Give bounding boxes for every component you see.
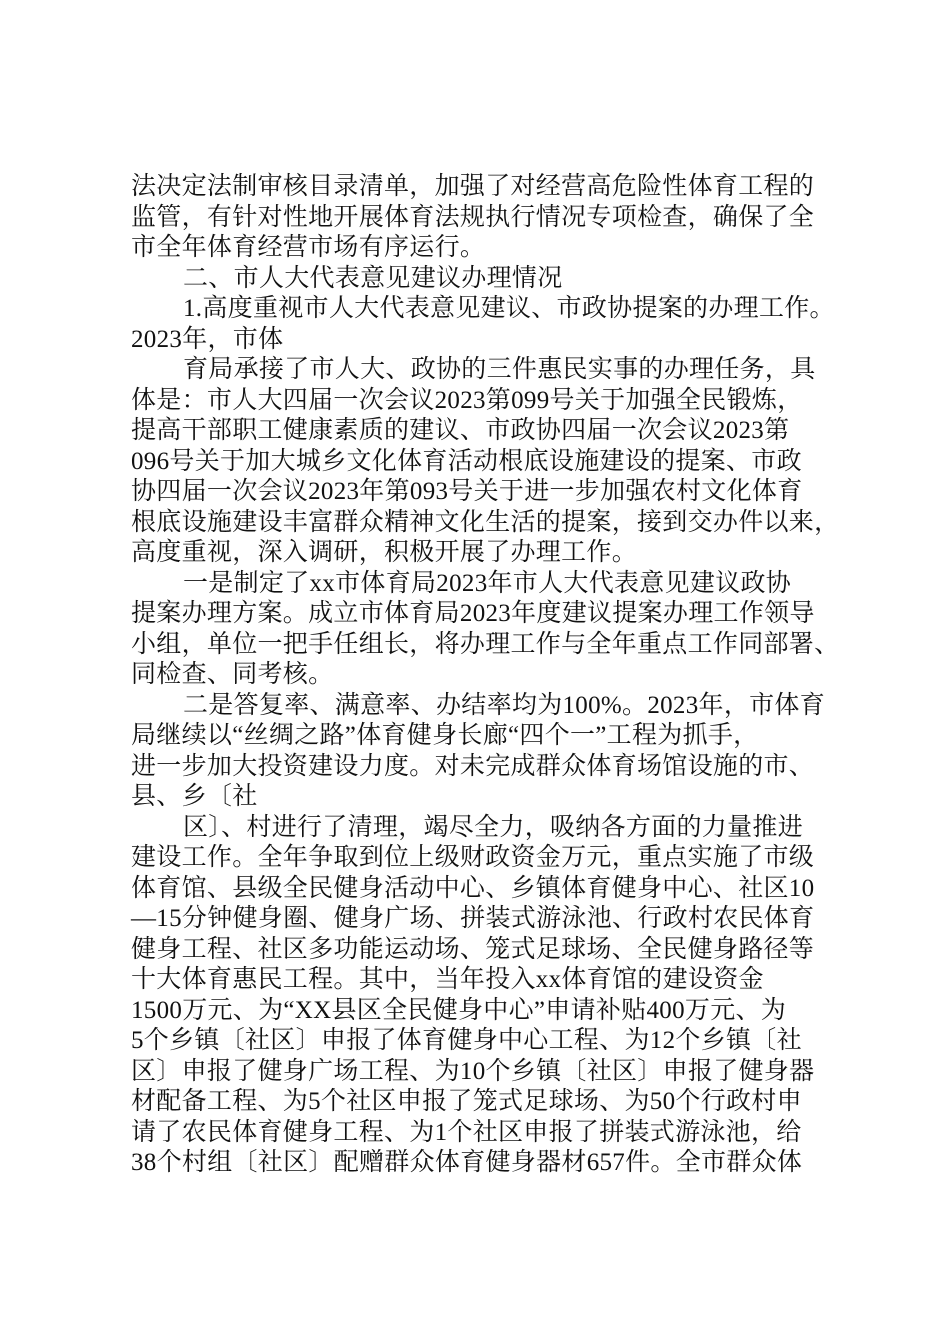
text-line: 局继续以“丝绸之路”体育健身长廊“四个一”工程为抓手， <box>131 722 759 749</box>
text-line: 1500万元、为“XX县区全民健身中心”申请补贴400万元、为 <box>131 996 787 1024</box>
text-line: 同检查、同考核。 <box>131 661 334 688</box>
text-line: 根底设施建设丰富群众精神文化生活的提案，接到交办件以来， <box>131 508 840 536</box>
text-line: —15分钟健身圈、健身广场、拼装式游泳池、行政村农民体育 <box>131 905 815 932</box>
text-line: 十大体育惠民工程。其中，当年投入xx体育馆的建设资金 <box>131 966 764 993</box>
text-line: 2023年，市体 <box>131 325 284 353</box>
text-line: 提案办理方案。成立市体育局2023年度建议提案办理工作领导 <box>131 600 815 627</box>
text-line: 5个乡镇〔社区〕申报了体育健身中心工程、为12个乡镇〔社 <box>131 1027 802 1054</box>
text-line: 材配备工程、为5个社区申报了笼式足球场、为50个行政村申 <box>131 1088 802 1115</box>
text-line: 请了农民体育健身工程、为1个社区申报了拼装式游泳池，给 <box>131 1118 802 1146</box>
text-line: 区〕、村进行了清理，竭尽全力，吸纳各方面的力量推进 <box>183 813 804 841</box>
text-line: 进一步加大投资建设力度。对未完成群众体育场馆设施的市、 <box>131 752 815 780</box>
text-line: 协四届一次会议2023年第093号关于进一步加强农村文化体育 <box>131 478 803 505</box>
text-line: 市全年体育经营市场有序运行。 <box>131 234 486 261</box>
text-line: 096号关于加大城乡文化体育活动根底设施建设的提案、市政 <box>131 447 802 475</box>
text-line: 监管，有针对性地开展体育法规执行情况专项检查，确保了全 <box>131 203 815 231</box>
text-line: 38个村组〔社区〕配赠群众体育健身器材657件。全市群众体 <box>131 1149 803 1176</box>
text-line: 二、市人大代表意见建议办理情况 <box>183 264 563 292</box>
text-line: 提高干部职工健康素质的建议、市政协四届一次会议2023第 <box>131 417 790 444</box>
text-line: 小组，单位一把手任组长，将办理工作与全年重点工作同部署、 <box>131 630 840 658</box>
text-line: 1.高度重视市人大代表意见建议、市政协提案的办理工作。 <box>183 295 835 322</box>
text-line: 建设工作。全年争取到位上级财政资金万元，重点实施了市级 <box>131 844 815 871</box>
text-line: 育局承接了市人大、政协的三件惠民实事的办理任务，具 <box>183 356 816 383</box>
text-line: 一是制定了xx市体育局2023年市人大代表意见建议政协 <box>183 569 792 597</box>
text-line: 体是：市人大四届一次会议2023第099号关于加强全民锻炼， <box>131 386 803 414</box>
document-body <box>131 172 840 1179</box>
text-line: 二是答复率、满意率、办结率均为100%。2023年，市体育 <box>183 691 826 719</box>
text-line: 体育馆、县级全民健身活动中心、乡镇体育健身中心、社区10 <box>131 874 815 902</box>
text-line: 法决定法制审核目录清单，加强了对经营高危险性体育工程的 <box>131 173 815 200</box>
text-line: 县、乡〔社 <box>131 783 258 810</box>
text-line: 高度重视，深入调研，积极开展了办理工作。 <box>131 539 638 566</box>
text-line: 健身工程、社区多功能运动场、笼式足球场、全民健身路径等 <box>131 935 815 963</box>
text-line: 区〕申报了健身广场工程、为10个乡镇〔社区〕申报了健身器 <box>131 1057 815 1085</box>
